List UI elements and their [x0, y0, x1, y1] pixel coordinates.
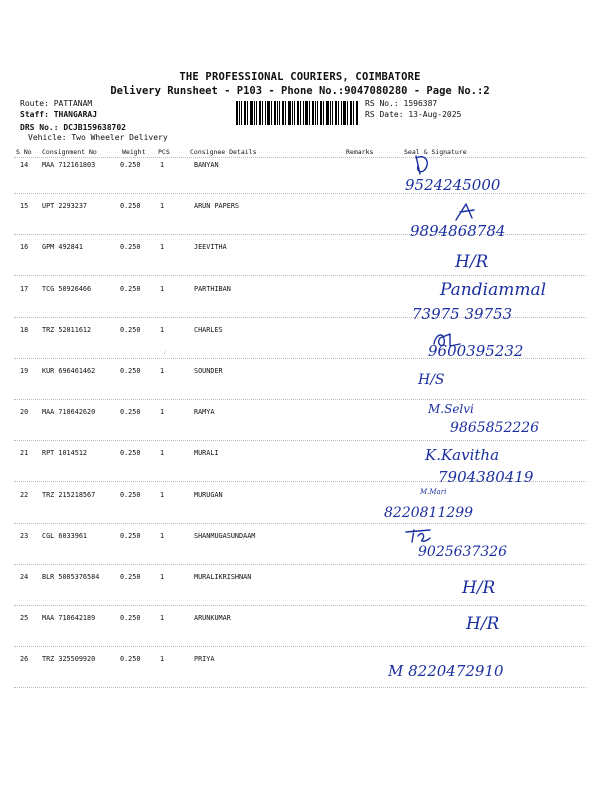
table-row — [0, 491, 600, 501]
signature-scribble — [452, 200, 482, 224]
handwritten-phone: 9524245000 — [405, 176, 501, 194]
cell-pcs: 1 — [160, 243, 165, 252]
table-row — [0, 408, 600, 418]
col-header-consignee: Consignee Details — [190, 148, 257, 156]
handwritten-note: H/S — [418, 372, 445, 388]
cell-consignee: CHARLES — [194, 325, 223, 334]
table-row — [0, 449, 600, 459]
cell-sno: 23 — [20, 531, 29, 540]
handwritten-name: Pandiammal — [440, 280, 547, 300]
handwritten-phone: 7904380419 — [438, 468, 534, 486]
handwritten-phone: M 8220472910 — [388, 662, 504, 680]
vehicle-info: Vehicle: Two Wheeler Delivery — [28, 133, 168, 142]
cell-consignee: MURALI — [194, 449, 219, 458]
cell-weight: 0.250 — [120, 531, 141, 540]
cell-consignment: CGL 6033961 — [42, 531, 88, 540]
header-divider — [14, 157, 586, 158]
handwritten-name: M.Selvi — [428, 402, 474, 416]
cell-sno: 21 — [20, 449, 29, 458]
cell-weight: 0.250 — [120, 655, 141, 664]
cell-sno: 16 — [20, 243, 29, 252]
col-header-weight: Weight — [122, 148, 146, 156]
cell-consignment: TRZ 215218567 — [42, 490, 96, 499]
handwritten-phone: 9600395232 — [428, 342, 524, 360]
cell-sno: 26 — [20, 655, 29, 664]
cell-consignment: BLR 5005376584 — [42, 573, 100, 581]
table-row — [0, 367, 600, 377]
table-row — [0, 243, 600, 253]
handwritten-name: M.Mari — [420, 488, 447, 496]
col-header-consignment: Consignment No — [42, 148, 97, 156]
cell-consignee: RAMYA — [194, 408, 215, 417]
row-divider — [14, 523, 586, 524]
cell-consignee: ARUNKUMAR — [194, 614, 231, 623]
drs-info: DRS No.: DCJB159638702 — [20, 123, 126, 132]
handwritten-phone: 8220811299 — [384, 505, 474, 521]
cell-pcs: 1 — [160, 408, 165, 417]
handwritten-name: K.Kavitha — [425, 446, 500, 464]
cell-consignee: BANYAN — [194, 161, 219, 169]
cell-sno: 24 — [20, 573, 29, 581]
cell-weight: 0.250 — [120, 614, 141, 623]
handwritten-phone: 73975 39753 — [412, 305, 513, 323]
col-header-seal: Seal & Signature — [404, 148, 467, 156]
handwritten-note: H/R — [466, 614, 500, 634]
cell-weight: 0.250 — [120, 490, 141, 499]
col-header-remarks: Remarks — [346, 148, 374, 156]
rs-date: RS Date: 13-Aug-2025 — [365, 110, 462, 119]
cell-pcs: 1 — [160, 449, 165, 458]
table-row — [0, 202, 600, 212]
cell-weight: 0.250 — [120, 367, 141, 375]
cell-consignee: SHANMUGASUNDAAM — [194, 531, 256, 540]
cell-sno: 14 — [20, 161, 29, 169]
cell-weight: 0.250 — [120, 408, 141, 417]
cell-sno: 15 — [20, 202, 29, 211]
cell-weight: 0.250 — [120, 161, 141, 169]
cell-sno: 20 — [20, 408, 29, 417]
cell-consignee: JEEVITHA — [194, 243, 227, 252]
cell-weight: 0.250 — [120, 325, 141, 334]
cell-weight: 0.250 — [120, 449, 141, 458]
cell-sno: 25 — [20, 614, 29, 623]
row-divider — [14, 275, 586, 276]
table-row — [0, 326, 600, 336]
cell-sno: 18 — [20, 325, 29, 334]
cell-consignee: ARUN PAPERS — [194, 202, 240, 211]
handwritten-phone: 9025637326 — [418, 544, 508, 560]
cell-consignment: RPT 1014512 — [42, 449, 88, 458]
cell-sno: 17 — [20, 284, 29, 293]
table-row — [0, 161, 600, 171]
cell-weight: 0.250 — [120, 243, 141, 252]
cell-pcs: 1 — [160, 531, 165, 540]
cell-pcs: 1 — [160, 202, 165, 211]
cell-weight: 0.250 — [120, 284, 141, 293]
table-row — [0, 614, 600, 624]
route-info: Route: PATTANAM — [20, 99, 93, 108]
row-divider — [14, 646, 586, 647]
cell-consignee: SOUNDER — [194, 367, 223, 375]
table-row — [0, 573, 600, 583]
cell-consignment: TRZ 52811612 — [42, 325, 92, 334]
cell-consignment: MAA 710642620 — [42, 408, 96, 417]
cell-sno: 22 — [20, 490, 29, 499]
handwritten-note: H/R — [462, 578, 496, 598]
cell-pcs: 1 — [160, 367, 165, 375]
cell-sno: 19 — [20, 367, 29, 375]
table-row — [0, 532, 600, 542]
cell-pcs: 1 — [160, 284, 165, 293]
cell-consignee: MURALIKRISHNAN — [194, 573, 252, 581]
cell-pcs: 1 — [160, 614, 165, 623]
handwritten-phone: 9865852226 — [450, 420, 540, 436]
table-row — [0, 655, 600, 665]
barcode — [236, 101, 358, 125]
cell-pcs: 1 — [160, 325, 165, 334]
handwritten-phone: 9894868784 — [410, 222, 506, 240]
row-divider — [14, 564, 586, 565]
staff-info: Staff: THANGARAJ — [20, 110, 98, 119]
col-header-pcs: PCS — [158, 148, 170, 156]
cell-weight: 0.250 — [120, 202, 141, 211]
cell-weight: 0.250 — [120, 573, 141, 581]
col-header-sno: S No — [16, 148, 32, 156]
cell-consignment: TRZ 325509920 — [42, 655, 96, 664]
cell-consignment: GPM 492841 — [42, 243, 83, 252]
cell-consignment: MAA 710642189 — [42, 614, 96, 623]
cell-consignee: PRIYA — [194, 655, 215, 664]
rs-number: RS No.: 1596387 — [365, 99, 438, 108]
cell-pcs: 1 — [160, 573, 165, 581]
page-subtitle: Delivery Runsheet - P103 - Phone No.:9047080280 - Page No.:2 — [110, 85, 490, 97]
cell-consignment: KUR 696461462 — [42, 367, 96, 375]
signature-scribble — [404, 526, 434, 544]
page-title: THE PROFESSIONAL COURIERS, COIMBATORE — [179, 71, 421, 83]
cell-consignee: PARTHIBAN — [194, 284, 231, 293]
row-divider — [14, 605, 586, 606]
cell-pcs: 1 — [160, 655, 165, 664]
row-divider — [14, 399, 586, 400]
cell-consignment: UPT 2293237 — [42, 202, 88, 211]
handwritten-note: H/R — [455, 252, 489, 272]
cell-consignee: MURUGAN — [194, 490, 223, 499]
row-divider — [14, 687, 586, 688]
cell-consignment: TCG 50926466 — [42, 284, 92, 293]
cell-pcs: 1 — [160, 490, 165, 499]
cell-consignment: MAA 712161803 — [42, 161, 96, 169]
row-divider — [14, 440, 586, 441]
ink-smudge: ~ — [161, 349, 170, 356]
cell-pcs: 1 — [160, 161, 165, 169]
